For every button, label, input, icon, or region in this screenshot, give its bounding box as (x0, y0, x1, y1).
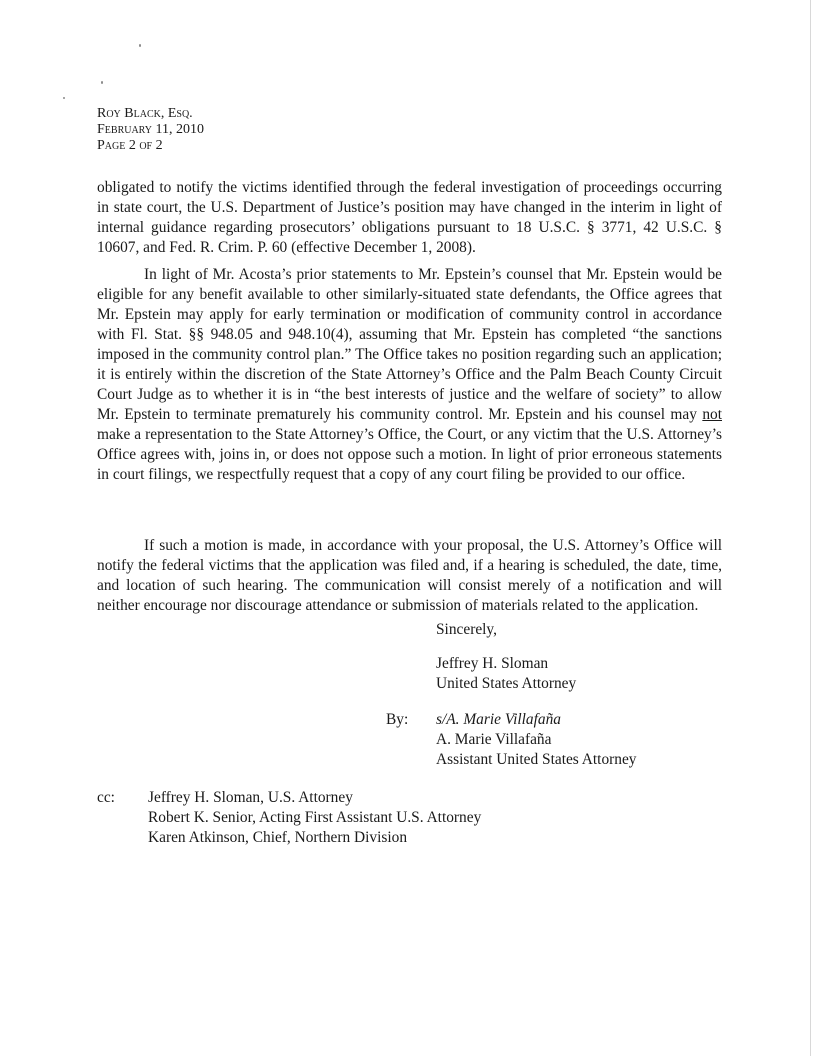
scan-edge-line (810, 0, 811, 1056)
scan-speck (63, 97, 65, 99)
signer-title: United States Attorney (436, 675, 577, 692)
letter-date: February 11, 2010 (97, 122, 204, 137)
cc-recipient: Robert K. Senior, Acting First Assistant U.S. Attorney (148, 809, 482, 826)
scan-speck (101, 81, 103, 84)
cc-recipient: Jeffrey H. Sloman, U.S. Attorney (148, 789, 353, 806)
paragraph-1: obligated to notify the victims identified through the federal investigation of proceedings occurring in state court, the U.S. Department of Justice’s position may have changed in the interim in light of internal guidance regarding prosecutors’ obligations pursuant to 18 U.S.C. § 3771, 42 U.S.C. § 10607, and Fed. R. Crim. P. 60 (effective December 1, 2008). (97, 179, 722, 256)
electronic-signature: s/A. Marie Villafaña (436, 711, 561, 728)
letter-header (97, 106, 204, 154)
by-label: By: (386, 711, 409, 728)
cc-recipient: Karen Atkinson, Chief, Northern Division (148, 829, 408, 846)
scan-speck (139, 44, 141, 47)
signer-block (436, 654, 576, 694)
cc-list (148, 788, 481, 848)
page-number: Page 2 of 2 (97, 138, 163, 153)
assistant-block (436, 710, 637, 770)
closing (436, 620, 497, 640)
paragraph-2-part-1: In light of Mr. Acosta’s prior statements to Mr. Epstein’s counsel that Mr. Epstein would be eligible for any benefit available to other similarly-situated state defendants, the Office agrees that Mr. Epstein may apply for early termination or modification of community control in accordance with Fl. Stat. §§ 948.05 and 948.10(4), assuming that Mr. Epstein has completed “the sanctions imposed in the community control plan.” The Office takes no position regarding such an application; it is entirely within the discretion of the State Attorney’s Office and the Palm Beach County Circuit Court Judge as to whether it is in “the best interests of justice and the welfare of society” to allow Mr. Epstein to terminate prematurely his community control. Mr. Epstein and his counsel may (97, 266, 722, 423)
emphasis-not: not (702, 406, 722, 423)
assistant-name: A. Marie Villafaña (436, 731, 552, 748)
paragraph-2 (97, 265, 722, 485)
closing-text: Sincerely, (436, 621, 497, 638)
paragraph-2-part-2: make a representation to the State Attorney’s Office, the Court, or any victim that the U.S. Attorney’s Office agrees with, joins in, or does not oppose such a motion. In light of prior erroneous statements in court filings, we respectfully request that a copy of any court filing be provided to our office. (97, 426, 722, 483)
cc-label: cc: (97, 789, 115, 806)
assistant-title: Assistant United States Attorney (436, 751, 637, 768)
recipient-name: Roy Black, Esq. (97, 106, 193, 121)
signer-name: Jeffrey H. Sloman (436, 655, 549, 672)
paragraph-3: If such a motion is made, in accordance with your proposal, the U.S. Attorney’s Office will notify the federal victims that the application was filed and, if a hearing is scheduled, the date, time, and location of such hearing. The communication will consist merely of a notification and will neither encourage nor discourage attendance or submission of materials related to the application. (97, 537, 722, 614)
